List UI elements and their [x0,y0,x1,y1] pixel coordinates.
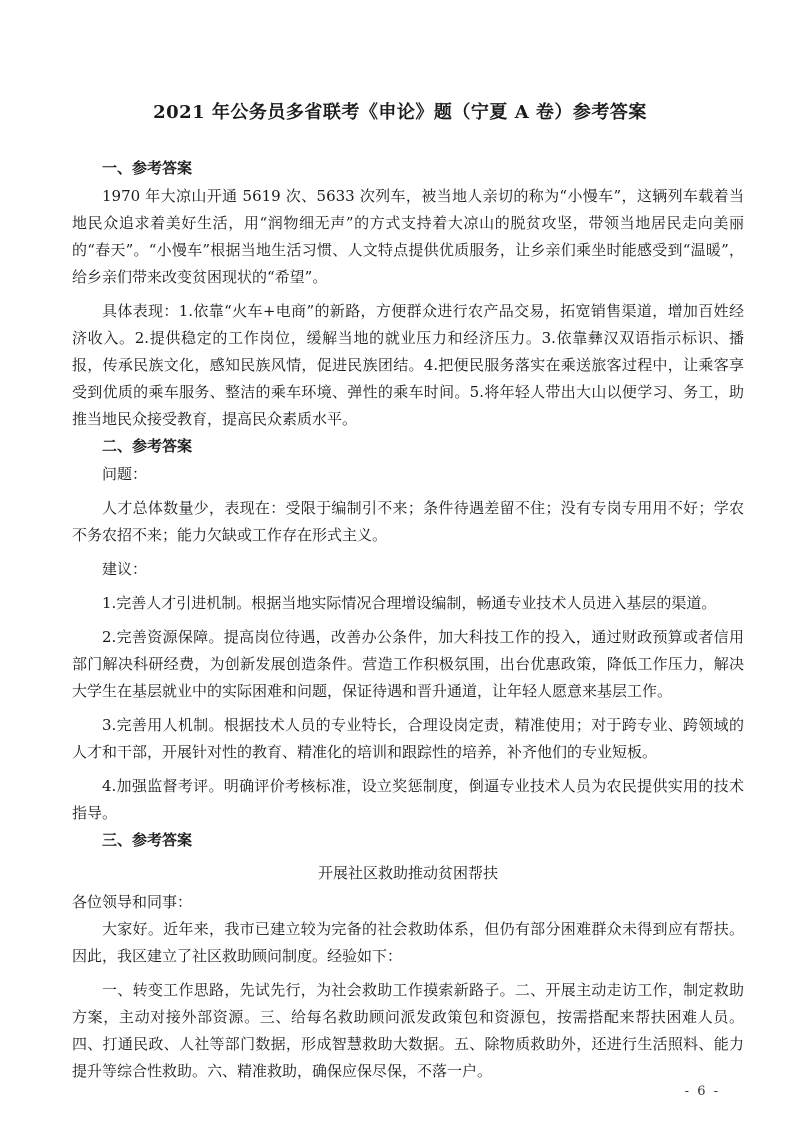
speech-greeting: 各位领导和同事： [72,893,193,911]
page-number: - 6 - [684,1084,720,1099]
suggestion-label: 建议： [102,560,148,578]
document-body [72,155,744,1092]
section1-paragraph-2: 具体表现：1.依靠“火车+电商”的新路，方便群众进行农产品交易，拓宽销售渠道，增加百姓经济收入。2.提供稳定的工作岗位，缓解当地的就业压力和经济压力。3.依靠彝汉双语指示标识、播报，传承民族文化，感知民族风情，促进民族团结。4.把便民服务落实在乘送旅客过程中，让乘客享受到优质的乘车服务、整洁的乘车环境、弹性的乘车时间。5.将年轻人带出大山以便学习、务工，助推当地民众接受教育，提高民众素质水平。 [72,302,744,428]
speech-paragraph-1: 大家好。近年来，我市已建立较为完备的社会救助体系，但仍有部分困难群众未得到应有帮扶。因此，我区建立了社区救助顾问制度。经验如下： [72,920,744,965]
section3-heading: 三、参考答案 [102,831,193,849]
section1-heading: 一、参考答案 [102,159,193,177]
document-title: 2021 年公务员多省联考《申论》题（宁夏 A 卷）参考答案 [153,102,647,123]
suggestion-4: 4.加强监督考评。明确评价考核标准，设立奖惩制度，倒逼专业技术人员为农民提供实用的技术指导。 [72,777,744,822]
problem-label: 问题： [102,465,148,483]
speech-paragraph-2: 一、转变工作思路，先试先行，为社会救助工作摸索新路子。二、开展主动走访工作，制定救助方案，主动对接外部资源。三、给每名救助顾问派发政策包和资源包，按需搭配来帮扶困难人员。四、打通民政、人社等部门数据，形成智慧救助大数据。五、除物质救助外，还进行生活照料、能力提升等综合性救助。六、精准救助，确保应保尽保，不落一户。 [72,981,744,1080]
section1-paragraph-1: 1970 年大凉山开通 5619 次、5633 次列车，被当地人亲切的称为“小慢车”，这辆列车载着当地民众追求着美好生活，用“润物细无声”的方式支持着大凉山的脱贫攻坚，带领当地居民走向美丽的“春天”。“小慢车”根据当地生活习惯、人文特点提供优质服务，让乡亲们乘坐时能感受到“温暖”，给乡亲们带来改变贫困现状的“希望”。 [72,187,744,286]
suggestion-2: 2.完善资源保障。提高岗位待遇，改善办公条件，加大科技工作的投入，通过财政预算或者信用部门解决科研经费，为创新发展创造条件。营造工作积极氛围，出台优惠政策，降低工作压力，解决大学生在基层就业中的实际困难和问题，保证待遇和晋升通道，让年轻人愿意来基层工作。 [72,628,744,700]
section2-heading: 二、参考答案 [102,437,193,455]
suggestion-1: 1.完善人才引进机制。根据当地实际情况合理增设编制，畅通专业技术人员进入基层的渠道。 [102,594,717,612]
speech-title: 开展社区救助推动贫困帮扶 [317,864,498,882]
suggestion-3: 3.完善用人机制。根据技术人员的专业特长，合理设岗定责，精准使用；对于跨专业、跨领域的人才和干部，开展针对性的教育、精准化的培训和跟踪性的培养，补齐他们的专业短板。 [72,716,744,761]
problem-text: 人才总体数量少，表现在：受限于编制引不来；条件待遇差留不住；没有专岗专用用不好；学农不务农招不来；能力欠缺或工作存在形式主义。 [72,499,744,544]
